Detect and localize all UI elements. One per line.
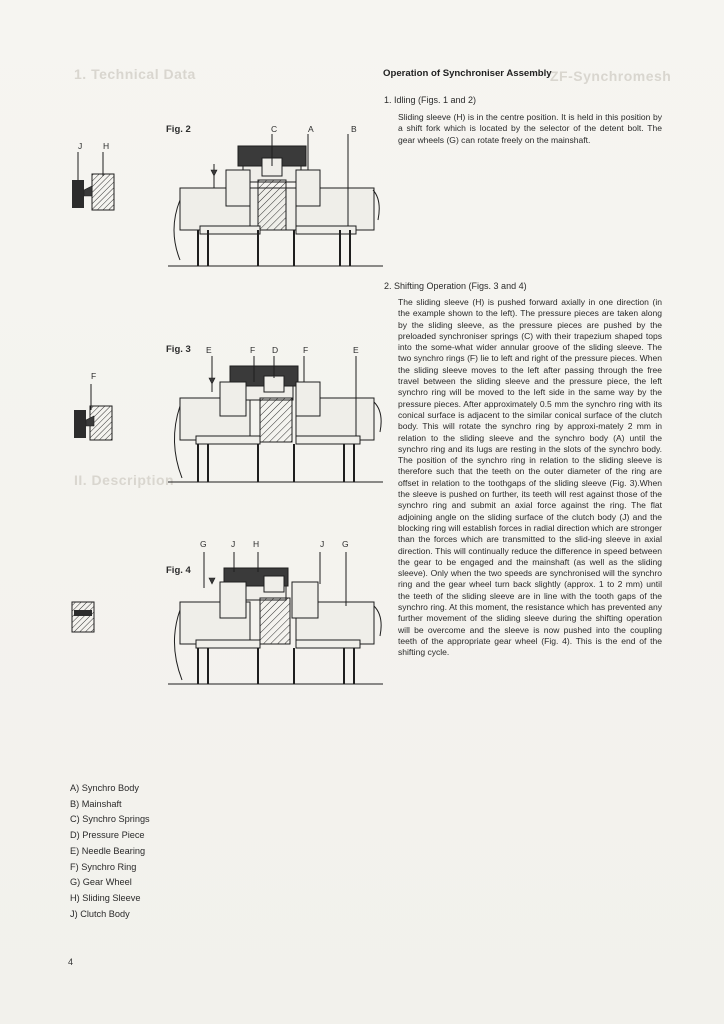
ghost-heading-technical-data: 1. Technical Data <box>74 66 196 82</box>
shifting-heading: 2. Shifting Operation (Figs. 3 and 4) <box>384 281 527 291</box>
fig2-label: Fig. 2 <box>166 124 191 135</box>
ghost-heading-zf: ZF-Synchromesh <box>550 68 672 84</box>
fig4-side-detail <box>70 596 110 636</box>
fig2-letter-j: J <box>78 141 83 151</box>
fig2-side-detail <box>70 152 116 212</box>
fig3-side-detail <box>70 384 116 444</box>
ghost-heading-description: II. Description <box>74 472 175 488</box>
fig3-letter-e-right: E <box>353 345 359 355</box>
fig3-letter-f-right: F <box>303 345 309 355</box>
fig4-letter-g-right: G <box>342 539 349 549</box>
page-number: 4 <box>68 957 74 967</box>
fig3-letter-d: D <box>272 345 279 355</box>
fig4-letter-j-right: J <box>320 539 325 549</box>
legend-item-mainshaft: B) Mainshaft <box>70 798 122 809</box>
section-title: Operation of Synchroniser Assembly <box>383 68 552 79</box>
idling-paragraph: Sliding sleeve (H) is in the centre position. It is held in this position by a shift fork which is located by the selector of the detent bolt. The gear wheels (G) can rotate freely on the mainshaft. <box>398 112 662 145</box>
fig4-letter-h: H <box>253 539 260 549</box>
idling-heading: 1. Idling (Figs. 1 and 2) <box>384 95 477 105</box>
fig3-label: Fig. 3 <box>166 344 191 355</box>
shifting-paragraph: The sliding sleeve (H) is pushed forward axially in one direction (in the example shown to the left). The pressure pieces are taken along by the sliding sleeve, as the pressure pieces are pushed by the preloaded synchroniser springs (C) with their trapezium shaped tops into the some-what wider annular groove of the sliding sleeve. The two synchro rings (F) lie to left and right of the pressure pieces. When the sliding sleeve moves to the left after passing through the free travel between the sliding sleeve and the pressure piece, the left synchro ring will be moved to the left side in the same way by the pressure pieces. After approximately 0.5 mm the synchro ring with its conical surface is adjacent to the similar conical surface of the clutch body. This will rotate the synchro ring by approxi-mately 2 mm in relation to the sliding sleeve and the synchro body (A) until the synchro ring and its lugs are resting in the slots of the synchro body. The position of the synchro ring in relation to the sliding sleeve is therefore such that the teeth on the outer diameter of the ring are offset in relation to the toothgaps of the sliding sleeve (Fig. 3).When the sleeve is pushed on further, its teeth will rest against those of the synchro ring and submit an axial force against the ring. The flat adjoining angle on the sliding surface of the clutch body (J) and the blocking ring will establish forces in radial direction which are stronger than the forces which are transmitted to the slid-ing sleeve in axial direction. This will continually reduce the difference in speed between the gear to be engaged and the mainshaft (as well as the sliding sleeve). Only when the two speeds are synchronised will the synchro ring and the gear wheel turn back slightly (approx. 1 to 2 mm) until the teeth of the sliding sleeve are in line with the tooth gaps of the synchro ring. At this moment, the resistance which has prevented any further movement of the sliding sleeve during the shifting operation will be overcome and the sleeve is now pushed into the coupling teeth of the appropriate gear wheel (Fig. 4). This is the end of the shifting cycle. <box>398 297 662 658</box>
fig3-letter-f-side: F <box>91 371 97 381</box>
legend-item-pressure-piece: D) Pressure Piece <box>70 830 145 841</box>
fig4-drawing <box>168 548 388 688</box>
fig2-letter-b: B <box>351 124 357 134</box>
fig3-letter-f-left: F <box>250 345 256 355</box>
legend-item-clutch-body: J) Clutch Body <box>70 908 130 919</box>
fig2-drawing <box>168 130 388 270</box>
legend-item-sliding-sleeve: H) Sliding Sleeve <box>70 892 141 903</box>
fig2-letter-a: A <box>308 124 314 134</box>
fig4-letter-g-left: G <box>200 539 207 549</box>
fig4-label: Fig. 4 <box>166 565 191 576</box>
fig3-drawing <box>168 352 388 492</box>
fig4-letter-j-left: J <box>231 539 236 549</box>
fig2-letter-c: C <box>271 124 278 134</box>
legend-item-gear-wheel: G) Gear Wheel <box>70 877 132 888</box>
legend-item-needle-bearing: E) Needle Bearing <box>70 845 146 856</box>
legend-item-synchro-springs: C) Synchro Springs <box>70 814 150 825</box>
parts-legend <box>70 781 150 922</box>
fig3-letter-e-left: E <box>206 345 212 355</box>
fig2-letter-h: H <box>103 141 110 151</box>
legend-item-synchro-body: A) Synchro Body <box>70 783 139 793</box>
legend-item-synchro-ring: F) Synchro Ring <box>70 861 137 872</box>
